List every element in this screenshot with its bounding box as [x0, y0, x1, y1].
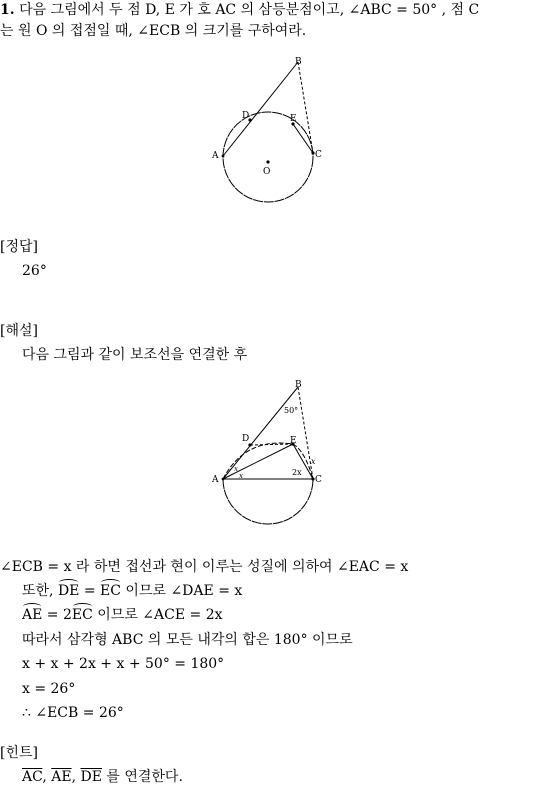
label-c: C: [315, 475, 322, 485]
label-d: D: [242, 434, 250, 444]
label-a: A: [212, 475, 219, 485]
point-o: [266, 160, 269, 163]
figure-circle-tangent: [200, 52, 340, 217]
solution-intro: 다음 그림과 같이 보조선을 연결한 후: [22, 347, 248, 363]
hint-header: [힌트]: [0, 745, 38, 761]
answer-header: [정답]: [0, 239, 38, 255]
segment-ac: $\overline{AC}$: [22, 769, 43, 785]
line-ab: [223, 62, 298, 156]
arc-ec-2: EC: [71, 607, 93, 623]
problem-text-2: 는 원 O 의 접점일 때, ∠ECB 의 크기를 구하여라.: [0, 23, 307, 39]
solution-step-4: 따라서 삼각형 ABC 의 모든 내각의 합은 180° 이므로: [22, 632, 353, 648]
solution-step-2: 또한, DE = EC 이므로 ∠DAE = x: [22, 583, 243, 599]
problem-line-1: [0, 1, 479, 19]
solution-step-3: AE = 2EC 이므로 ∠ACE = 2x: [22, 607, 223, 623]
angle-b-label: 50°: [284, 406, 299, 415]
solution-step-7: ∴ ∠ECB = 26°: [22, 705, 124, 721]
problem-number: 1.: [0, 2, 15, 18]
label-e: E: [290, 436, 297, 446]
label-c: C: [315, 150, 322, 160]
label-e: E: [290, 114, 297, 124]
line-ae: [223, 444, 293, 479]
figure-auxiliary-lines: [200, 375, 340, 535]
solution-step-6: x = 26°: [22, 681, 76, 697]
segment-ae: $\overline{AE}$: [51, 769, 72, 785]
arc-ae: AE: [22, 607, 43, 623]
line-de: [250, 444, 293, 445]
segment-de: $\overline{DE}$: [80, 769, 102, 785]
point-a: [222, 478, 225, 481]
hint-text: $\overline{AC}$, $\overline{AE}$, $\overline{DE}$ 를 연결한다.: [22, 769, 183, 785]
label-o: O: [263, 167, 271, 177]
problem-text-1: 다음 그림에서 두 점 D, E 가 호 AC 의 삼등분점이고, ∠ABC = 50° , 점 C: [19, 2, 480, 18]
angle-c-outer-label: x: [311, 457, 316, 466]
angle-a1-label: x: [234, 465, 238, 473]
arc-lower: [223, 479, 313, 524]
arc-de: DE: [57, 583, 80, 599]
angle-c-inner-label: 2x: [292, 468, 302, 477]
label-b: B: [295, 57, 302, 67]
solution-step-1: ∠ECB = x 라 하면 접선과 현이 이루는 성질에 의하여 ∠EAC = x: [0, 559, 409, 575]
label-d: D: [242, 111, 250, 121]
solution-step-5: x + x + 2x + x + 50° = 180°: [22, 656, 225, 672]
answer-value: 26°: [22, 263, 47, 279]
circle-o: [223, 112, 313, 202]
label-a: A: [212, 151, 219, 161]
line-bc: [298, 62, 313, 153]
angle-a2-label: x: [239, 472, 243, 480]
point-a: [222, 155, 225, 158]
solution-header: [해설]: [0, 323, 38, 339]
label-b: B: [295, 380, 302, 390]
arc-ec: EC: [100, 583, 121, 599]
